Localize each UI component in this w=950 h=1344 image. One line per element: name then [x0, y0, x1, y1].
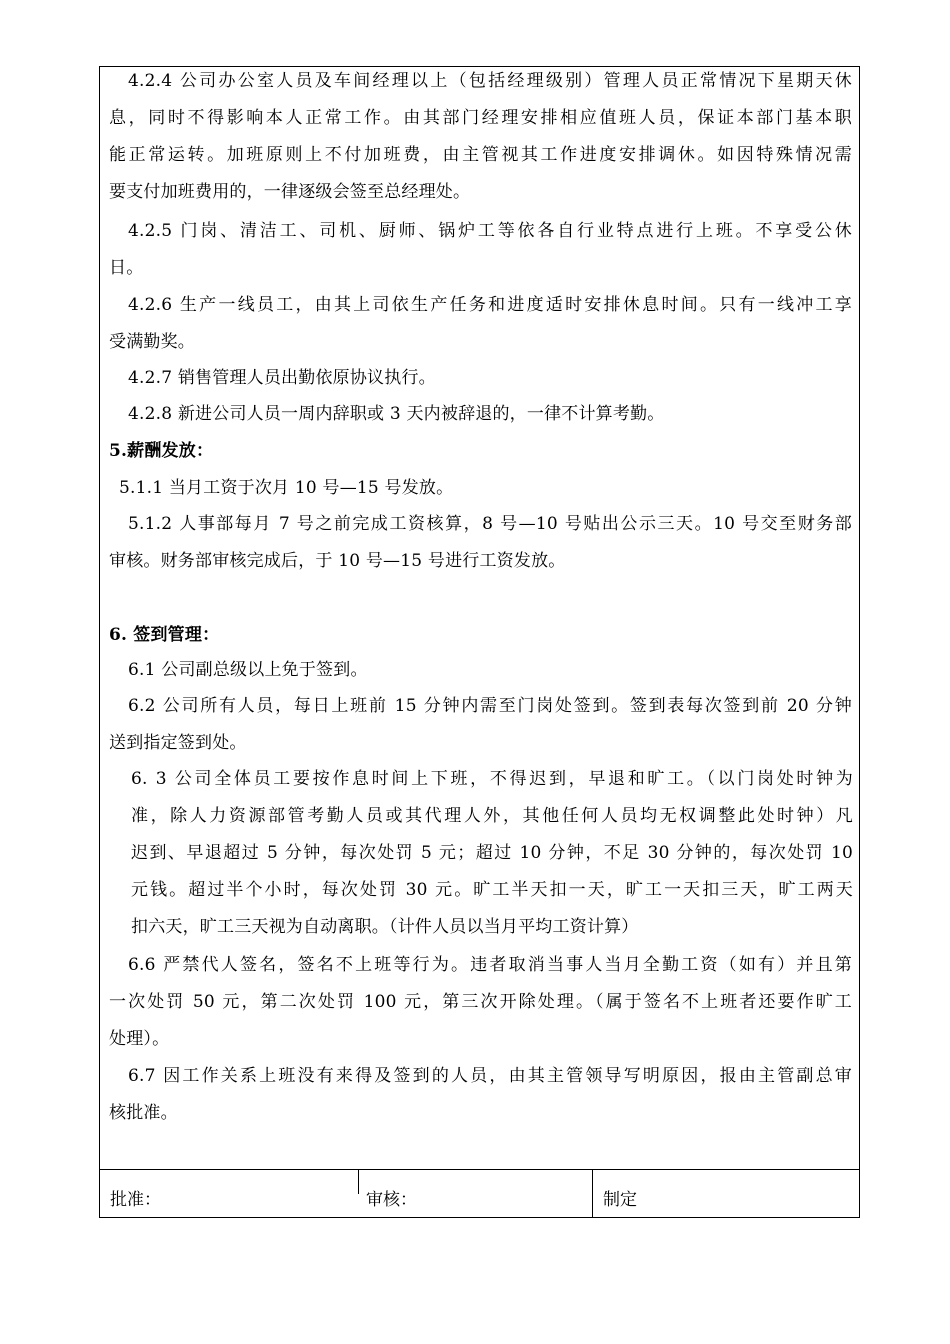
paragraph-p62-line: 6.2 公司所有人员，每日上班前 15 分钟内需至门岗处签到。签到表每次签到前 20 分钟 — [128, 696, 852, 716]
paragraph-p425-line: 日。 — [109, 258, 144, 278]
paragraph-p66-line: 一次处罚 50 元，第二次处罚 100 元，第三次开除处理。（属于签名不上班者还要作旷工 — [109, 992, 852, 1012]
paragraph-p66-line: 处理）。 — [109, 1029, 170, 1049]
prepare-cell — [592, 1170, 860, 1218]
paragraph-p511-line: 5.1.1 当月工资于次月 10 号—15 号发放。 — [119, 478, 454, 498]
paragraph-p424-line: 能正常运转。加班原则上不付加班费，由主管视其工作进度安排调休。如因特殊情况需 — [109, 145, 852, 165]
approve-label: 批准： — [110, 1190, 161, 1210]
paragraph-p427-line: 4.2.7 销售管理人员出勤依原协议执行。 — [128, 368, 436, 388]
paragraph-p63-line: 准，除人力资源部管考勤人员或其代理人外，其他任何人员均无权调整此处时钟）凡 — [131, 806, 853, 826]
document-table — [99, 66, 860, 1218]
paragraph-p66-line: 6.6 严禁代人签名，签名不上班等行为。违者取消当事人当月全勤工资（如有）并且第 — [128, 955, 852, 975]
paragraph-p63-line: 迟到、早退超过 5 分钟，每次处罚 5 元；超过 10 分钟，不足 30 分钟的，每次处罚 10 — [131, 843, 853, 863]
paragraph-p67-line: 核批准。 — [109, 1103, 178, 1123]
signature-row — [100, 1169, 859, 1219]
paragraph-p512-line: 5.1.2 人事部每月 7 号之前完成工资核算，8 号—10 号贴出公示三天。10 号交至财务部 — [128, 514, 852, 534]
document-content — [100, 67, 859, 1169]
paragraph-p426-line: 4.2.6 生产一线员工，由其上司依生产任务和进度适时安排休息时间。只有一线冲工享 — [128, 295, 852, 315]
paragraph-p426-line: 受满勤奖。 — [109, 332, 195, 352]
paragraph-p425-line: 4.2.5 门岗、清洁工、司机、厨师、锅炉工等依各自行业特点进行上班。不享受公休 — [128, 221, 852, 241]
paragraph-p62-line: 送到指定签到处。 — [109, 733, 247, 753]
paragraph-p512-line: 审核。财务部审核完成后，于 10 号—15 号进行工资发放。 — [109, 551, 566, 571]
paragraph-p424-line: 要支付加班费用的，一律逐级会签至总经理处。 — [109, 182, 471, 202]
paragraph-h5-line: 5.薪酬发放： — [109, 441, 214, 461]
prepare-label: 制定 — [603, 1190, 637, 1210]
review-cell — [358, 1170, 592, 1218]
paragraph-p428-line: 4.2.8 新进公司人员一周内辞职或 3 天内被辞退的，一律不计算考勤。 — [128, 404, 665, 424]
paragraph-p63-line: 元钱。超过半个小时，每次处罚 30 元。旷工半天扣一天，旷工一天扣三天，旷工两天 — [131, 880, 853, 900]
review-label: 审核： — [366, 1190, 417, 1210]
paragraph-p61-line: 6.1 公司副总级以上免于签到。 — [128, 660, 368, 680]
paragraph-h6-line: 6. 签到管理： — [109, 625, 220, 645]
approve-cell — [100, 1170, 358, 1218]
paragraph-p63-line: 扣六天，旷工三天视为自动离职。（计件人员以当月平均工资计算） — [131, 917, 639, 937]
paragraph-p63-line: 6. 3 公司全体员工要按作息时间上下班，不得迟到，早退和旷工。（以门岗处时钟为 — [131, 769, 853, 789]
paragraph-p424-line: 4.2.4 公司办公室人员及车间经理以上（包括经理级别）管理人员正常情况下星期天休 — [128, 71, 852, 91]
paragraph-p424-line: 息，同时不得影响本人正常工作。由其部门经理安排相应值班人员，保证本部门基本职 — [109, 108, 852, 128]
paragraph-p67-line: 6.7 因工作关系上班没有来得及签到的人员，由其主管领导写明原因，报由主管副总审 — [128, 1066, 852, 1086]
